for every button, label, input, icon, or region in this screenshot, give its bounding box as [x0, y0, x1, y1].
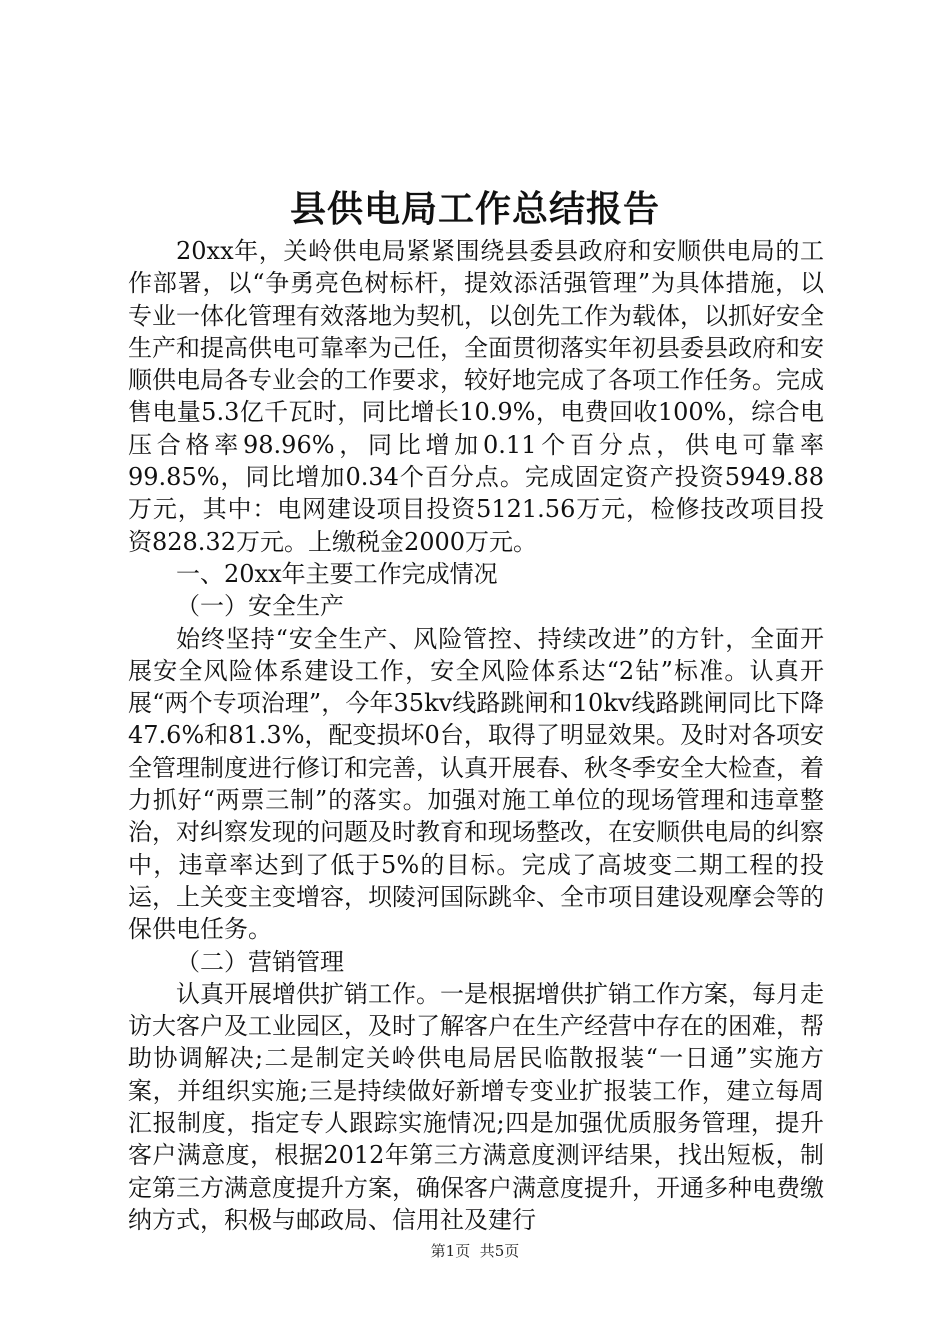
- intro-paragraph: 20xx年，关岭供电局紧紧围绕县委县政府和安顺供电局的工作部署，以“争勇亮色树标杆，提效添活强管理”为具体措施，以专业一体化管理有效落地为契机，以创先工作为载体，以抓好安全生产和提高供电可靠率为己任，全面贯彻落实年初县委县政府和安顺供电局各专业会的工作要求，较好地完成了各项工作任务。完成售电量5.3亿千瓦时，同比增长10.9%，电费回收100%，综合电压合格率98.96%，同比增加0.11个百分点，供电可靠率99.85%，同比增加0.34个百分点。完成固定资产投资5949.88万元，其中：电网建设项目投资5121.56万元，检修技改项目投资828.32万元。上缴税金2000万元。: [128, 237, 824, 556]
- page-number: 第1页: [430, 1242, 471, 1260]
- marketing-paragraph: 认真开展增供扩销工作。一是根据增供扩销工作方案，每月走访大客户及工业园区，及时了解客户在生产经营中存在的困难，帮助协调解决;二是制定关岭供电局居民临散报装“一日通”实施方案，并组织实施;三是持续做好新增专变业扩报装工作，建立每周汇报制度，指定专人跟踪实施情况;四是加强优质服务管理，提升客户满意度，根据2012年第三方满意度测评结果，找出短板，制定第三方满意度提升方案，确保客户满意度提升，开通多种电费缴纳方式，积极与邮政局、信用社及建行: [128, 979, 824, 1234]
- page-total: 共5页: [479, 1242, 520, 1260]
- subsection-heading-safety: （一）安全生产: [176, 592, 344, 621]
- document-body: [128, 235, 824, 1236]
- safety-paragraph: 始终坚持“安全生产、风险管控、持续改进”的方针，全面开展安全风险体系建设工作，安全风险体系达“2钻”标准。认真开展“两个专项治理”，今年35kv线路跳闸和10kv线路跳闸同比下降47.6%和81.3%，配变损坏0台，取得了明显效果。及时对各项安全管理制度进行修订和完善，认真开展春、秋冬季安全大检查，着力抓好“两票三制”的落实。加强对施工单位的现场管理和违章整治，对纠察发现的问题及时教育和现场整改，在安顺供电局的纠察中，违章率达到了低于5%的目标。完成了高坡变二期工程的投运，上关变主变增容，坝陵河国际跳伞、全市项目建设观摩会等的保供电任务。: [128, 624, 824, 944]
- page-footer: [0, 1241, 950, 1261]
- subsection-heading-marketing: （二）营销管理: [176, 947, 344, 976]
- section-heading: 一、20xx年主要工作完成情况: [176, 559, 498, 588]
- document-title: 县供电局工作总结报告: [289, 188, 660, 230]
